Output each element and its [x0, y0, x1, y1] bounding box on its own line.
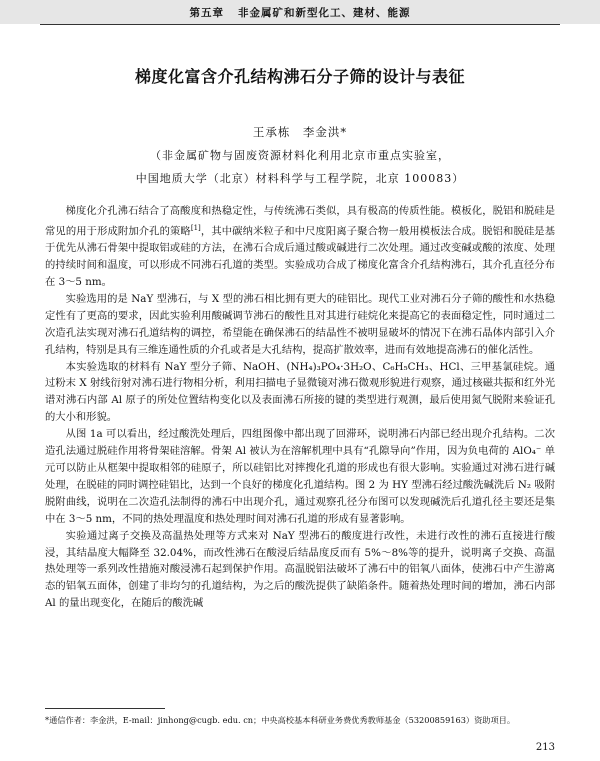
paragraph-1-text-continued: ，其中碳纳米粒子和中尺度阳离子聚合物一般用模板法合成。脱铝和脱硅是基于优先从沸石骨架中提取铝或硅的方法，在沸石合成后通过酸或碱进行二次处理。通过改变碱或酸的浓度、处理的持续时间和温度，可以形成不同沸石孔道的类型。实验成功合成了梯度化富含介孔结构沸石，其介孔直径分布在 3～5 nm。 — [45, 225, 556, 289]
affiliation-line-1: （非金属矿物与固废资源材料化利用北京市重点实验室， — [150, 149, 450, 162]
affiliation-line-2: 中国地质大学（北京）材料科学与工程学院，北京 100083） — [135, 172, 465, 185]
header-chapter: 第五章 — [189, 6, 224, 19]
paragraph-1 — [45, 203, 555, 291]
paragraph-5: 实验通过离子交换及高温热处理等方式来对 NaY 型沸石的酸度进行改性，未进行改性的沸石直接进行酸浸，其结晶度大幅降至 32.04%，而改性沸石在酸浸后结晶度反而有 5%～8%等的提升，说明离子交换、高温热处理等一系列改性措施对酸浸沸石起到保护作用。高温脱铝法破坏了沸石中的铝氧八面体，使沸石中产生游离态的铝氧五面体，创建了非均匀的孔道结构，为之后的酸洗提供了缺陷条件。随着热处理时间的增加，沸石内部 Al 的量出现变化，在随后的酸洗碱 — [45, 529, 555, 610]
running-header — [0, 0, 600, 24]
article-title: 梯度化富含介孔结构沸石分子筛的设计与表征 — [134, 67, 465, 86]
paragraph-1-text: 梯度化介孔沸石结合了高酸度和热稳定性，与传统沸石类似，具有极高的传质性能。模板化，脱铝和脱硅是常见的用于形成附加介孔的策略 — [45, 205, 555, 238]
page-number: 213 — [535, 742, 555, 753]
paragraph-4: 从图 1a 可以看出，经过酸洗处理后，四组图像中都出现了回滞环，说明沸石内部已经出现介孔结构。二次造孔法通过脱硅作用将骨架硅溶解。骨架 Al 被认为在溶解机理中具有“孔隙导向”作用，因为负电荷的 AlO₄⁻ 单元可以防止从框架中提取相邻的硅原子，所以硅铝比对摔搜化孔道的形成也有很大影响。实验通过对沸石进行碱处理，在脱硅的同时调控硅铝比，达到一个良好的梯度化孔道结构。图 2 为 HY 型沸石经过酸洗碱洗后 N₂ 吸附脱附曲线，说明在二次造孔法制得的沸石中出现介孔，通过观察孔径分布图可以发现碱洗后孔道孔径主要还是集中在 3～5 nm，不同的热处理温度和热处理时间对沸石孔道的形成有显著影响。 — [45, 428, 555, 525]
footnote-divider — [45, 708, 165, 709]
header-section: 非金属矿和新型化工、建材、能源 — [238, 6, 411, 19]
paragraph-3: 本实验选取的材料有 NaY 型分子筛、NaOH、(NH₄)₃PO₄·3H₂O、C₆H₅CH₃、HCl、三甲基氯硅烷。通过粉末 X 射线衍射对沸石进行物相分析，利用扫描电子显微镜对沸石微观形貌进行观察，通过核磁共振和红外光谱对沸石内部 Al 原子的所处位置结构变化以及表面沸石所接的键的类型进行观测，最后使用氮气脱附来验证孔的大小和形貌。 — [45, 360, 555, 424]
header-divider — [40, 24, 560, 25]
author-line: 王承栋 李金洪* — [252, 125, 348, 139]
article-body — [45, 203, 555, 612]
paragraph-2: 实验选用的是 NaY 型沸石，与 X 型的沸石相比拥有更大的硅铝比。现代工业对沸石分子筛的酸性和水热稳定性有了更高的要求，因此实验利用酸碱调节沸石的酸性且对其进行硅烷化来提高它的表面稳定性，同时通过二次造孔法实现对沸石孔道结构的调控，希望能在确保沸石的结晶性不被明显破坏的情况下在沸石晶体内部引入介孔结构，特别是具有三维连通性质的介孔或者是大孔结构，提高扩散效率，进而有效地提高沸石的催化活性。 — [45, 292, 555, 356]
footnote: *通信作者：李金洪，E-mail：jinhong@cugb. edu. cn；中央高校基本科研业务费优秀教师基金（53200859163）资助项目。 — [45, 715, 516, 725]
citation-1: [1] — [190, 223, 201, 232]
